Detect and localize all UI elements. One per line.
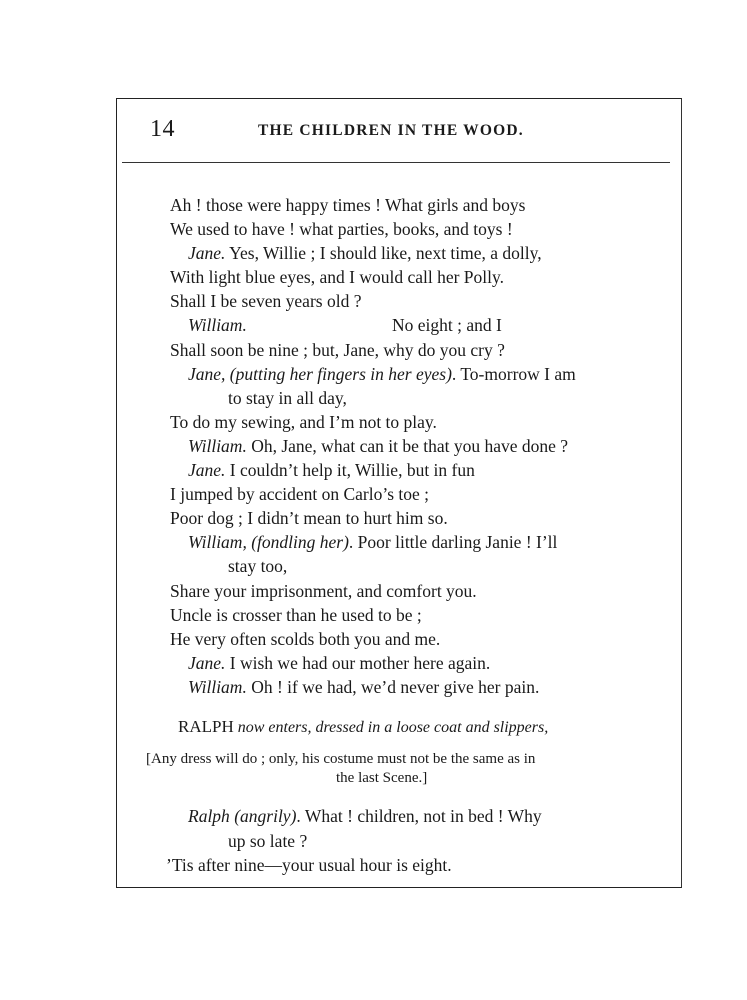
speaker-name: William. — [188, 436, 247, 456]
verse-line: We used to have ! what parties, books, and toys ! — [170, 219, 513, 239]
running-head: THE CHILDREN IN THE WOOD. — [258, 122, 524, 139]
verse-line: William. Oh ! if we had, we’d never give her pain. — [188, 677, 540, 697]
verse-line: Ralph (angrily). What ! children, not in bed ! Why — [188, 806, 542, 826]
verse-line: Uncle is crosser than he used to be ; — [170, 605, 422, 625]
stage-direction-entrance: RALPH now enters, dressed in a loose coat and slippers, — [178, 717, 549, 736]
speaker-name: Jane, — [188, 364, 226, 384]
verse-line: Jane. Yes, Willie ; I should like, next time, a dolly, — [188, 243, 542, 263]
verse-line: With light blue eyes, and I would call her Polly. — [170, 267, 504, 287]
verse-line: He very often scolds both you and me. — [170, 629, 441, 649]
verse-line: to stay in all day, — [228, 388, 347, 408]
verse-line: Jane. I wish we had our mother here again. — [188, 653, 491, 673]
verse-line: Jane, (putting her fingers in her eyes). To-morrow I am — [188, 364, 576, 384]
costume-note-line: [Any dress will do ; only, his costume must not be the same as in — [146, 751, 536, 767]
character-name: RALPH — [178, 717, 234, 736]
page-number: 14 — [150, 116, 175, 142]
verse-line: William. Oh, Jane, what can it be that you have done ? — [188, 436, 569, 456]
stage-direction: (angrily) — [234, 806, 297, 826]
verse-line: ’Tis after nine—your usual hour is eight. — [166, 855, 452, 875]
speaker-name: Jane. — [188, 460, 226, 480]
stage-direction: (putting her fingers in her eyes) — [229, 364, 452, 384]
verse-line: Shall soon be nine ; but, Jane, why do you cry ? — [170, 340, 505, 360]
verse-line: stay too, — [228, 556, 288, 576]
verse-line: Shall I be seven years old ? — [170, 291, 362, 311]
verse-line: Jane. I couldn’t help it, Willie, but in fun — [188, 460, 475, 480]
speaker-name: William, — [188, 532, 247, 552]
verse-line: I jumped by accident on Carlo’s toe ; — [170, 484, 430, 504]
verse-line: No eight ; and I — [392, 315, 502, 335]
header-rule — [122, 162, 670, 163]
verse-line: To do my sewing, and I’m not to play. — [170, 412, 437, 432]
speaker-name: Jane. — [188, 653, 226, 673]
verse-line: Ah ! those were happy times ! What girls and boys — [170, 195, 526, 215]
stage-direction: (fondling her) — [251, 532, 349, 552]
verse-line: Share your imprisonment, and comfort you. — [170, 581, 477, 601]
verse-line — [188, 314, 247, 336]
speaker-name: Ralph — [188, 806, 230, 826]
verse-line: Poor dog ; I didn’t mean to hurt him so. — [170, 508, 448, 528]
speaker-name: William. — [188, 315, 247, 335]
verse-line: William, (fondling her). Poor little darling Janie ! I’ll — [188, 532, 558, 552]
speaker-name: Jane. — [188, 243, 226, 263]
verse-line: up so late ? — [228, 831, 308, 851]
speaker-name: William. — [188, 677, 247, 697]
costume-note-line: the last Scene.] — [336, 770, 428, 786]
